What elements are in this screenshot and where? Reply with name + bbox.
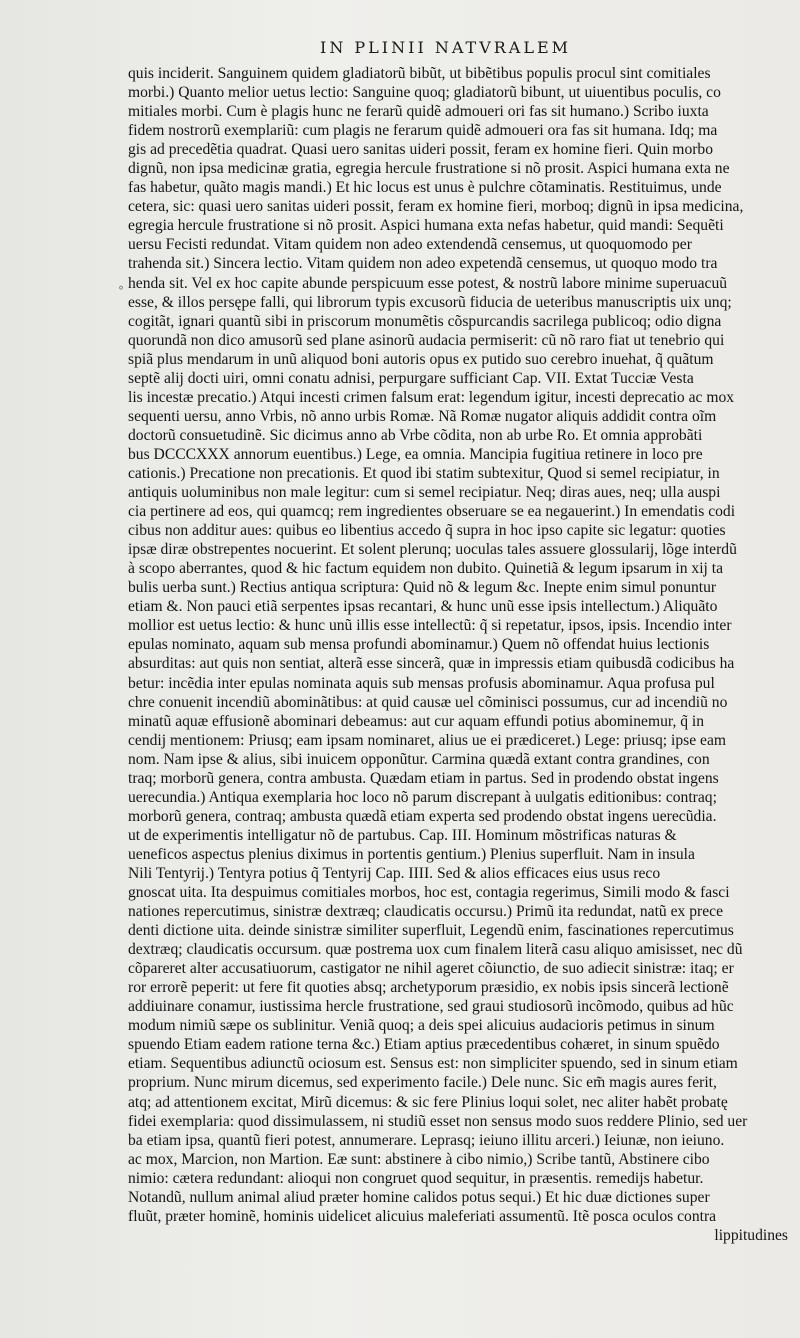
text-line: ut de experimentis intelligatur nõ de partubus. Cap. III. Hominum mõstrificas naturas & [128,826,677,844]
text-line: etiam. Sequentibus adiunctũ ociosum est. Sensus est: non simpliciter spuendo, sed in sinum etiam [128,1055,738,1073]
text-line: chre conuenit incendiũ abominãtibus: at quid causæ uel cõminisci possumus, cur ad incendiũ no [128,693,728,711]
text-line: absurditas: aut quis non sentiat, alterã esse sincerã, quæ in impressis etiam quibusdã codicibus ha [128,655,735,673]
text-line: dextræq; claudicatis occursum. quæ postrema uox cum finalem literã casu aliquo amisisset, nec dũ [128,941,743,959]
text-line: cibus non additur aues: quibus eo libentius accedo q̃ supra in hoc ipso capite sic legatur: quoties [128,522,726,540]
text-line: fas habetur, quãto magis mandi.) Et hic locus est unus è pulchre cõtaminatis. Restituimus, unde [128,179,722,197]
text-line: addiuinare conamur, iustissima hercle frustratione, sed graui studiosorũ incõmodo, quibus ad hũc [128,998,734,1016]
text-line: fluũt, præter hominẽ, hominis uidelicet alicuius maleferiati assumentũ. Itẽ posca oculos contra [128,1207,717,1225]
text-line: Notandũ, nullum animal aliud præter homine calidos potus sequi.) Et hic duæ dictiones super [128,1188,710,1206]
text-line: gis ad precedẽtia quadrat. Quasi uero sanitas uideri possit, feram ex homine fieri. Quin morbo [128,141,714,159]
text-line: ror errorẽ peperit: ut fere fit quoties absq; archetyporum præsidio, ex nobis ipsis sincerã lectionẽ [128,979,729,997]
text-line: cetera, sic: quasi uero sanitas uideri possit, feram ex homine fieri, morboq; dignũ in ipsa medicina, [128,198,744,216]
text-line: doctorũ consuetudinẽ. Sic dicimus anno ab Vrbe cõdita, non ab urbe Ro. Et omnia approbãti [128,426,703,444]
text-line: ueneficos aspectus plenius diximus in portentis gentium.) Plenius superfluit. Nam in insula [128,845,695,863]
text-line: proprium. Nunc mirum dicemus, sed experimento facile.) Dele nunc. Sic em̃ magis aures ferit, [128,1074,717,1092]
text-line: morborũ genera, contraq; ambusta quædã etiam experta sed prodendo obstat ingens uerecũdia. [128,807,717,825]
text-line: ipsæ diræ obstrepentes nocuerint. Et solent plerunq; uoculas tales assuere glossularij, lõge interdũ [128,541,737,559]
text-line: fidei exemplaria: quod dissimulassem, ni studiũ esset non sensus modo suos reddere Plinio, sed uer [128,1112,748,1130]
margin-mark: ° [118,284,124,298]
text-line: morbi.) Quanto melior uetus lectio: Sanguine quoq; gladiatorũ bibunt, ut uiuentibus poculis, co [128,84,721,102]
text-line: mollior est uetus lectio: & hunc unũ illis esse intellectũ: q̃ si repetatur, ipsos, ipsis. Incendio inter [128,617,732,635]
text-line: uersu Fecisti redundat. Vitam quidem non adeo extendendã censemus, ut quoquomodo per [128,236,692,254]
text-line: nom. Nam ipse & alius, sibi inuicem opponũtur. Carmina quædã extant contra grandines, con [128,750,710,768]
text-line: septẽ alij docti uiri, omni conatu adnisi, perpurgare sufficiant Cap. VII. Extat Tucciæ Vesta [128,369,694,387]
main-text-block [128,64,788,1245]
text-line: bulis uerba sunt.) Rectius antiqua scriptura: Quid nõ & legum &c. Inepte enim simul ponuntur [128,579,717,597]
text-line: henda sit. Vel ex hoc capite abunde perspicuum esse potest, & nostrũ labore minime superuacuũ [128,274,728,292]
text-line: nimio: cætera redundant: alioqui non congruet quod sequitur, in præsentis. remedijs habetur. [128,1169,704,1187]
text-line: cationis.) Precatione non precationis. Et quod ibi statim subtexitur, Quod si semel recipiatur, in [128,464,720,482]
text-line: cogitãt, ignari quantũ sibi in priscorum monumẽtis cõspurcandis sacrilega publicoq; odio digna [128,312,722,330]
text-line: nationes repercutimus, sinistræ dextræq; claudicatis occursu.) Primũ ita redundat, natũ ex prece [128,903,723,921]
text-line: cia pertinere ad eos, qui quamcq; rem ingredientes obseruare se ea negauerint.) In emendatis codi [128,503,736,521]
text-line: trahenda sit.) Sincera lectio. Vitam quidem non adeo expetendã censemus, ut quoquo modo tra [128,255,718,273]
text-line: quis inciderit. Sanguinem quidem gladiatorũ bibũt, ut bibẽtibus populis procul sint comitiales [128,65,711,82]
text-line: Nili Tentyrij.) Tentyra potius q̃ Tentyrij Cap. IIII. Sed & alios efficaces eius usus reco [128,864,661,882]
text-line: spuendo Etiam eadem ratione terna &c.) Etiam aptius præcedentibus cohæret, in sinum spuẽdo [128,1036,720,1054]
text-line: fidem nostrorũ exemplariũ: cum plagis ne ferarum quidẽ admoueri ora fas sit humana. Idq; ma [128,122,718,140]
text-line: dignũ, non ipsa medicinæ gratia, egregia hercule frustratione si nõ prosit. Aspici humana exta ne [128,160,730,178]
text-line: bus DCCCXXX annorum euentibus.) Lege, ea omnia. Mancipia fugitiua retinere in loco pre [128,445,703,463]
text-line: esse, & illos persępe falli, qui librorum typis excusorũ fiducia de ueteribus manuscriptis uix unq; [128,293,732,311]
text-line: lis incestæ precatio.) Atqui incesti crimen falsum erat: legendum igitur, incesti deprecatio ac mox [128,388,735,406]
running-head: IN PLINII NATVRALEM [320,38,572,57]
text-line: egregia hercule frustratione si nõ prosit. Aspici humana exta nefas habetur, quid mandi: Sequẽti [128,217,724,235]
text-line: à scopo aberrantes, quod & hic factum equidem non dubito. Quinetiã & legum ipsarum in xij ta [128,560,724,578]
text-line: betur: incẽdia inter epulas nominata aquis sub mensas profusis abominamur. Aqua profusa pul [128,674,715,692]
text-line: ba etiam ipsa, quantũ fieri potest, annumerare. Leprasq; ieiuno illitu arceri.) Ieiunæ, non ieiuno. [128,1131,725,1149]
text-line: mitiales morbi. Cum è plagis hunc ne ferarũ quidẽ admoueri ori fas sit humano.) Scribo iuxta [128,103,709,121]
text-line: modum nimiũ sæpe os sublinitur. Veniã quoq; a deis spei alicuius audacioris petimus in sinum [128,1017,715,1035]
catchword: lippitudines [714,1226,788,1244]
text-line: uerecundia.) Antiqua exemplaria hoc loco nõ parum discrepant à uulgatis editionibus: contraq; [128,788,717,806]
text-line: antiquis uoluminibus non male legitur: cum si semel recipiatur. Neq; diras aues, neq; ulla auspi [128,484,721,502]
text-line: ac mox, Marcion, non Martion. Eæ sunt: abstinere à cibo nimio,) Scribe tantũ, Abstinere cibo [128,1150,710,1168]
text-line: sequenti uersu, anno Vrbis, nõ anno urbis Romæ. Nã Romæ nugator aliquis addidit contra oĩm [128,407,717,425]
text-line: gnoscat uita. Ita despuimus comitiales morbos, hoc est, contagia regerimus, Simili modo & fasci [128,884,730,902]
text-line: quorundã non dico amusorũ sed plane asinorũ audacia permiserit: cũ nõ raro fiat ut tenebrio qui [128,331,725,349]
text-line: atq; ad attentionem excitat, Mirũ dicemus: & sic fere Plinius loqui solet, nec aliter habẽt probatę [128,1093,728,1111]
text-line: traq; morborũ genera, contra ambusta. Quædam etiam in partus. Sed in prodendo obstat ingens [128,769,719,787]
text-line: spiã plus mendarum in unũ aliquod boni autoris opus ex putido suo cerebro inuehat, q̃ quãtum [128,350,714,368]
text-line: denti dictione uita. deinde sinistræ similiter superfluit, Legendũ enim, fascinationes repercutimus [128,922,734,940]
text-line: epulas nominato, aquam sub mensa profundi abominamur.) Quem nõ offendat huius lectionis [128,636,710,654]
text-line: cõpareret alter accusatiuorum, castigator ne nihil ageret cõiunctio, de suo adiecit sinistræ: itaq; er [128,960,734,978]
text-line: etiam &. Non pauci etiã serpentes ipsas recantari, & hunc unũ esse ipsis intellectum.) Aliquãto [128,598,718,616]
text-line: minatũ aquæ effusionẽ abominari debeamus: aut cur aquam effundi potius abominemur, q̃ in [128,712,705,730]
text-line: cendij mentionem: Priusq; eam ipsam nominaret, alius ue ei prædiceret.) Lege: priusq; ipse eam [128,731,727,749]
